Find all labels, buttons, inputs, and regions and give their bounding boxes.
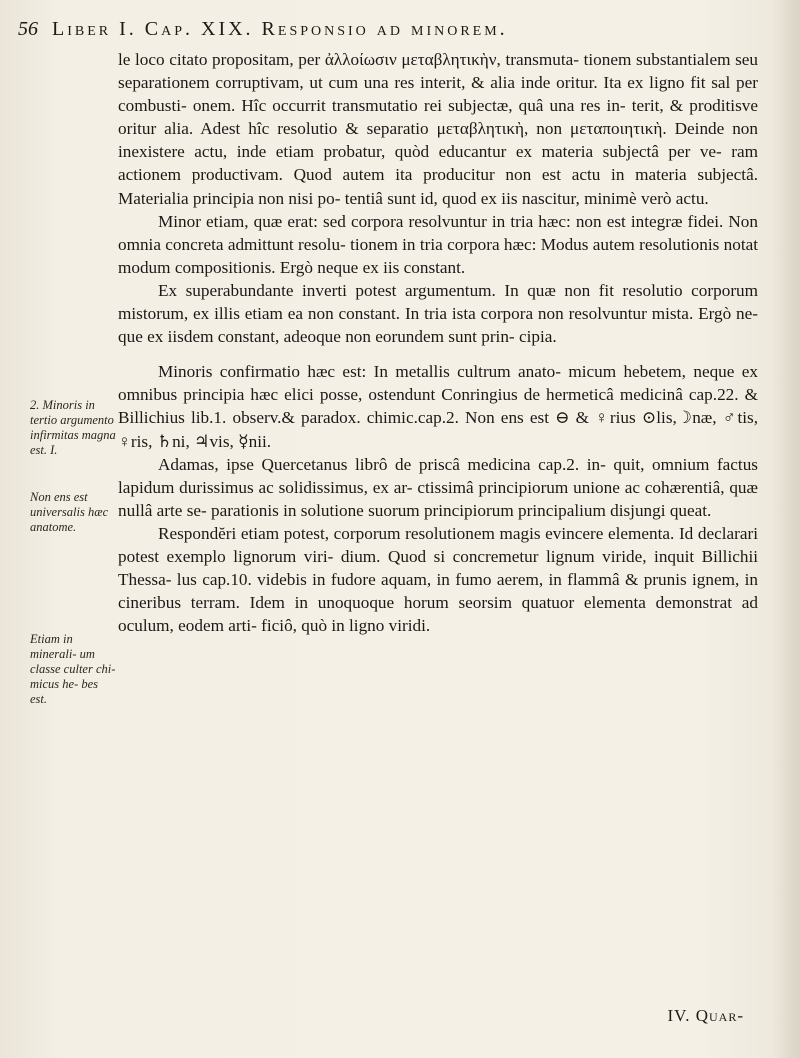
running-header: [18, 18, 758, 41]
running-title: Liber I. Cap. XIX. Responsio ad minorem.: [52, 18, 508, 40]
margin-note-2: Non ens est universalis hæc anatome.: [30, 490, 109, 534]
margin-note-1: 2. Minoris in tertio argumento infirmitas magna est. I.: [30, 398, 116, 457]
paragraph-6: Respondĕri etiam potest, corporum resolutionem magis evincere elementa. Id declarari potest exemplo lignorum viri- dium. Quod si concremetur lignum viride, inquit Billichii Thessa- lus cap.10. videbis in fudore aquam, in fumo aerem, in flammâ & prunis ignem, in cineribus terram. Idem in unoquoque horum seorsim quatuor elementa demonstrat ad oculum, eodem arti- ficiô, quò in ligno viridi.: [118, 523, 758, 636]
margin-note-3: Etiam in minerali- um classe culter chi- micus he- bes est.: [30, 632, 116, 706]
paragraph-2: Minor etiam, quæ erat: sed corpora resolvuntur in tria hæc: non est integræ fidei. Non omnia concreta admittunt resolu- tionem in tria corpora hæc: Modus autem resolutionis notat modum compositionis. Ergò neque ex iis constant.: [118, 211, 758, 277]
catchword: IV. Quar-: [667, 1006, 744, 1025]
page-edge-shadow: [772, 0, 800, 1058]
paragraph-1: le loco citato propositam, per ἀλλοίωσιν μεταβλητικὴν, transmuta- tionem substantialem seu separationem corruptivam, ut cum una res interit, & alia inde oritur. Ita ex ligno fit sal per combusti- onem. Hîc occurrit transmutatio rei subjectæ, quâ una res in- terit, & proditisve oritur alia. Adest hîc resolutio & separatio μεταβλητικὴ, non μεταποιητικὴ. Deinde non inexistere actu, inde etiam probatur, quòd educantur ex materia subjectâ per ve- ram actionem productivam. Quod autem ita producitur non est actu in materia subjectâ. Materialia principia non nisi po- tentiâ sunt id, quod ex iis nascitur, minimè verò actu.: [118, 50, 758, 208]
main-text: [118, 48, 758, 637]
paragraph-5: Adamas, ipse Quercetanus librô de priscâ medicina cap.2. in- quit, omnium factus lapidum durissimus ac solidissimus, ex ar- ctissimâ principiorum unione ac cohærentiâ, quæ nullâ arte se- parationis in solutione suorum principiorum principalium disjungi queat.: [118, 454, 758, 520]
page-number: 56: [18, 18, 38, 40]
paragraph-4: Minoris confirmatio hæc est: In metallis cultrum anato- micum hebetem, neque ex omnibus principia hæc elici posse, ostendunt Conringius de hermeticâ medicinâ cap.22. & Billichius lib.1. observ.& paradox. chimic.cap.2. Non ens est ⊖ & ♀rius ⊙lis,☽næ, ♂tis, ♀ris, ♄ni, ♃vis, ☿nii.: [118, 362, 758, 451]
paragraph-3: Ex superabundante inverti potest argumentum. In quæ non fit resolutio corporum mistorum, ex illis etiam ea non constant. In tria ista corpora non resolvuntur mista. Ergò ne- que ex iisdem constant, adeoque non eorundem sunt prin- cipia.: [118, 280, 758, 347]
